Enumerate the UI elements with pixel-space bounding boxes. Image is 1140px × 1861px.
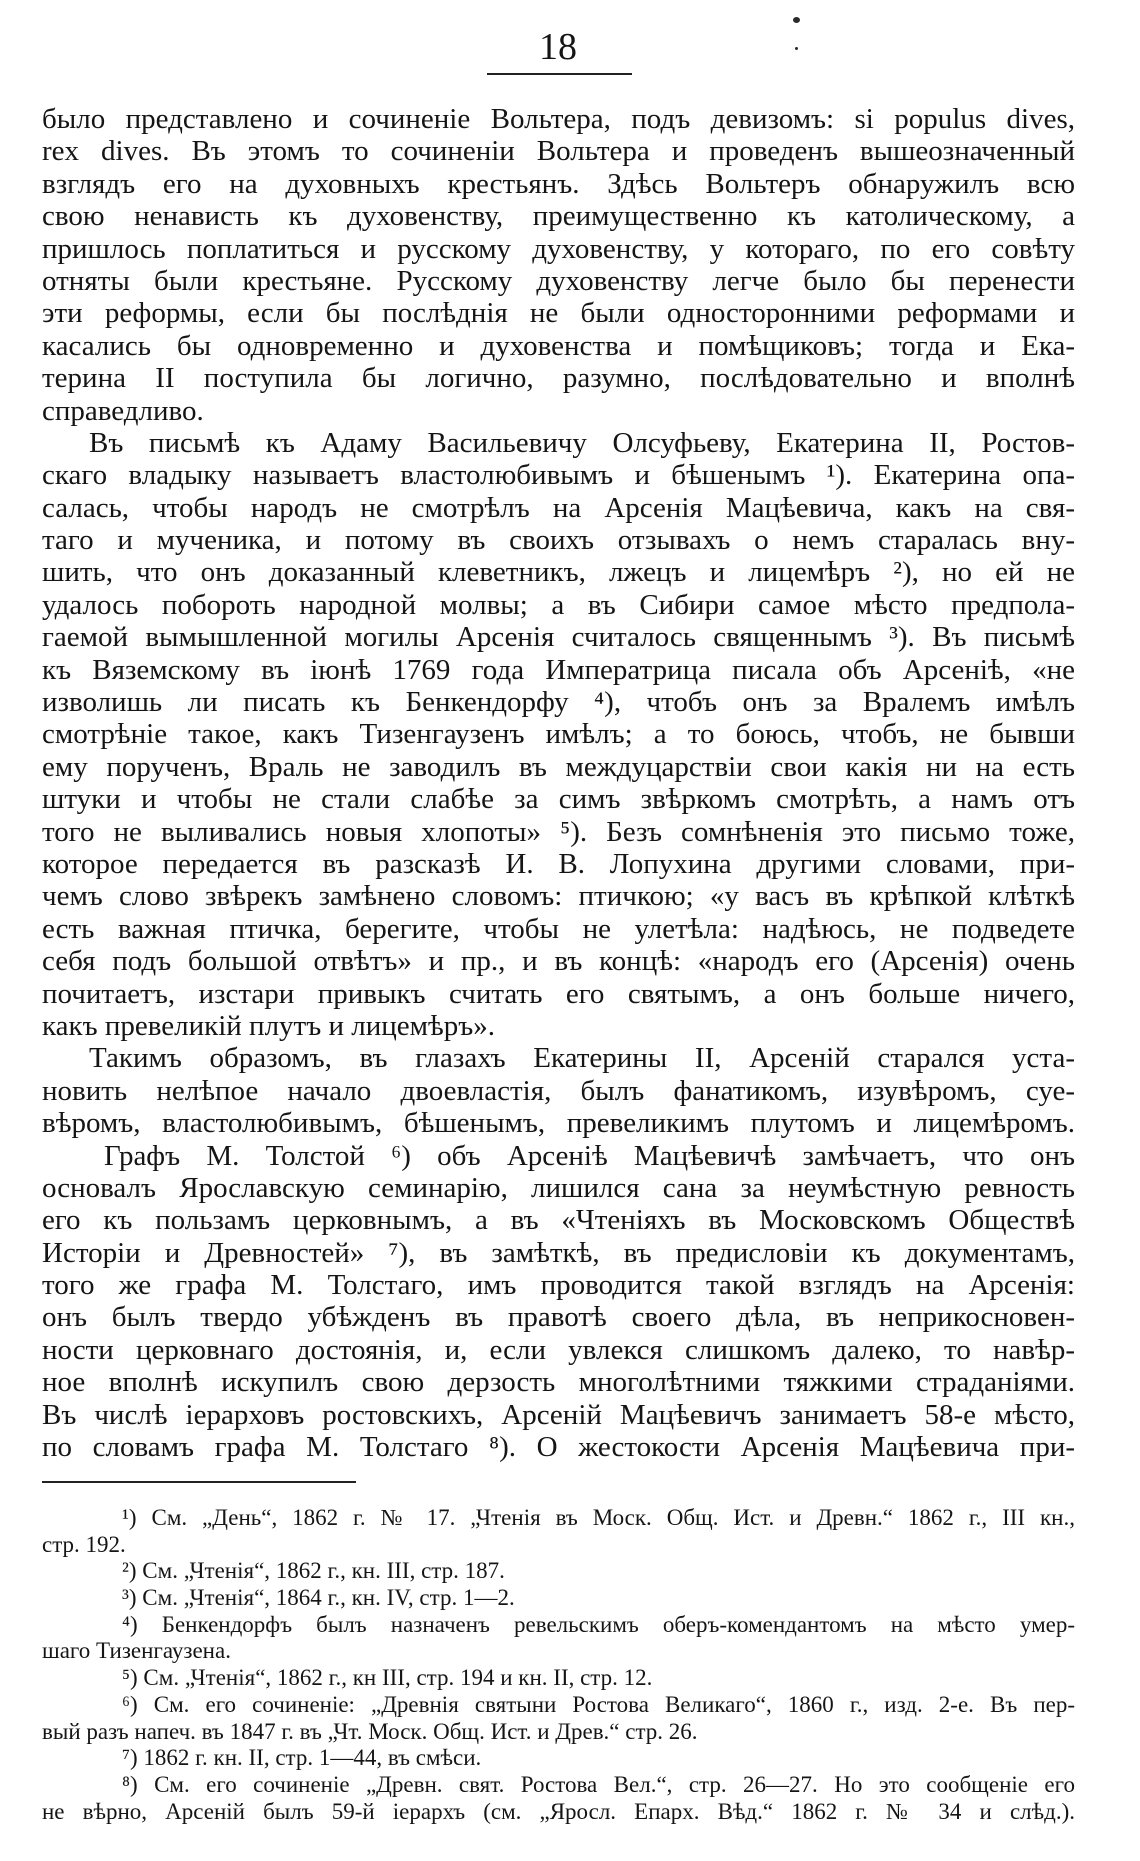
footnote-line: ³) См. „Чтенія“, 1864 г., кн. IV, стр. 1—2.	[122, 1585, 515, 1611]
footnote-line: ⁸) См. его сочиненіе „Древн. свят. Ростова Вел.“, стр. 26—27. Но это сообщеніе его	[122, 1771, 1075, 1797]
text-line: по словамъ графа М. Толстаго ⁸). О жестокости Арсенія Мацѣевича при-	[42, 1431, 1075, 1464]
text-line: rex dives. Въ этомъ то сочиненіи Вольтера и проведенъ вышеозначенный	[42, 135, 1075, 168]
text-line: основалъ Ярославскую семинарію, лишился сана за неумѣстную ревность	[42, 1171, 1075, 1204]
text-line: справедливо.	[42, 394, 204, 427]
page-number: 18	[539, 26, 577, 68]
text-line: касались бы одновременно и духовенства и помѣщиковъ; тогда и Ека-	[42, 329, 1075, 362]
text-line: эти реформы, если бы послѣднія не были односторонними реформами и	[42, 297, 1075, 330]
text-line: себя подъ большой отвѣтъ» и пр., и въ концѣ: «народъ его (Арсенія) очень	[42, 945, 1075, 978]
text-line: какъ превеликій плутъ и лицемѣръ».	[42, 1009, 495, 1042]
text-line: есть важная птичка, берегите, чтобы не улетѣла: надѣюсь, не подведете	[42, 912, 1075, 945]
paragraph	[42, 1140, 1075, 1464]
footnote	[42, 1558, 1075, 1585]
text-line: его къ пользамъ церковнымъ, а въ «Чтеніяхъ въ Московскомъ Обществѣ	[42, 1204, 1075, 1237]
text-line: взглядъ его на духовныхъ крестьянъ. Здѣсь Вольтеръ обнаружилъ всю	[42, 167, 1075, 200]
footnote-line: ²) См. „Чтенія“, 1862 г., кн. III, стр. 187.	[122, 1558, 505, 1584]
footnote-line: ⁴) Бенкендорфъ былъ назначенъ ревельскимъ оберъ-комендантомъ на мѣсто умер-	[122, 1611, 1075, 1637]
text-line: скаго владыку называетъ властолюбивымъ и бѣшенымъ ¹). Екатерина опа-	[42, 459, 1075, 492]
text-line: Такимъ образомъ, въ глазахъ Екатерины II, Арсеній старался уста-	[89, 1042, 1075, 1075]
page-number-underline	[487, 73, 632, 75]
text-line: гаемой вымышленной могилы Арсенія считалось священнымъ ³). Въ письмѣ	[42, 621, 1075, 654]
ink-speck	[793, 17, 800, 23]
text-line: отняты были крестьяне. Русскому духовенству легче было бы перенести	[42, 264, 1075, 297]
paragraph	[42, 1042, 1075, 1139]
footnote-line: ⁵) См. „Чтенія“, 1862 г., кн III, стр. 194 и кн. II, стр. 12.	[122, 1665, 653, 1691]
text-line: смотрѣніе такое, какъ Тизенгаузенъ имѣлъ; а то боюсь, чтобъ, не бывши	[42, 718, 1075, 751]
text-line: штуки и чтобы не стали слабѣе за симъ звѣркомъ смотрѣть, а намъ отъ	[42, 783, 1075, 816]
paragraph	[42, 103, 1075, 427]
text-line: ности церковнаго достоянія, и, если увлекся слишкомъ далеко, то навѣр-	[42, 1333, 1075, 1366]
footnote-line: ⁷) 1862 г. кн. II, стр. 1—44, въ смѣси.	[122, 1745, 482, 1771]
body-text	[42, 103, 1075, 1463]
text-line: онъ былъ твердо убѣжденъ въ правотѣ своего дѣла, въ неприкосновен-	[42, 1301, 1075, 1334]
text-line: Въ числѣ іерарховъ ростовскихъ, Арсеній Мацѣевичъ занимаетъ 58-е мѣсто,	[42, 1398, 1075, 1431]
text-line: пришлось поплатиться и русскому духовенству, у котораго, по его совѣту	[42, 232, 1075, 265]
text-line: шить, что онъ доказанный клеветникъ, лжецъ и лицемѣръ ²), но ей не	[42, 556, 1075, 589]
text-line: того же графа М. Толстаго, имъ проводится такой взглядъ на Арсенія:	[42, 1269, 1075, 1302]
footnotes	[42, 1505, 1075, 1825]
footnote-line: вый разъ напеч. въ 1847 г. въ „Чт. Моск. Общ. Ист. и Древ.“ стр. 26.	[42, 1718, 698, 1744]
text-line: свою ненависть къ духовенству, преимущественно къ католическому, а	[42, 200, 1075, 233]
text-line: удалось побороть народной молвы; а въ Сибири самое мѣсто предпола-	[42, 588, 1075, 621]
text-line: изволишь ли писать къ Бенкендорфу ⁴), чтобъ онъ за Вралемъ имѣлъ	[42, 686, 1075, 719]
footnote	[42, 1505, 1075, 1558]
footnote	[42, 1745, 1075, 1772]
footnote-line: не вѣрно, Арсеній былъ 59-й іерархъ (см. „Яросл. Епарх. Вѣд.“ 1862 г. № 34 и слѣд.).	[42, 1798, 1075, 1824]
text-line: ему порученъ, Враль не заводилъ въ междуцарствіи свои какія ни на есть	[42, 750, 1075, 783]
text-line: чемъ слово звѣрекъ замѣнено словомъ: птичкою; «у васъ въ крѣпкой клѣткѣ	[42, 880, 1075, 913]
text-line: Въ письмѣ къ Адаму Васильевичу Олсуфьеву, Екатерина II, Ростов-	[89, 426, 1075, 459]
text-line: почитаетъ, изстари привыкъ считать его святымъ, а онъ больше ничего,	[42, 977, 1075, 1010]
text-line: новить нелѣпое начало двоевластія, былъ фанатикомъ, изувѣромъ, суе-	[42, 1074, 1075, 1107]
text-line: того не выливались новыя хлопоты» ⁵). Безъ сомнѣненія это письмо тоже,	[42, 815, 1075, 848]
text-line: которое передается въ разсказѣ И. В. Лопухина другими словами, при-	[42, 847, 1075, 880]
footnote	[42, 1612, 1075, 1665]
text-line: терина II поступила бы логично, разумно, послѣдовательно и вполнѣ	[42, 362, 1075, 395]
text-line: къ Вяземскому въ іюнѣ 1769 года Императрица писала объ Арсеніѣ, «не	[42, 653, 1075, 686]
text-line: салась, чтобы народъ не смотрѣлъ на Арсенія Мацѣевича, какъ на свя-	[42, 491, 1075, 524]
paragraph	[42, 427, 1075, 1042]
footnote-line: шаго Тизенгаузена.	[42, 1638, 231, 1664]
footnote	[42, 1692, 1075, 1745]
footnote-line: ⁶) См. его сочиненіе: „Древнія святыни Ростова Великаго“, 1860 г., изд. 2-е. Въ пер-	[122, 1691, 1075, 1717]
text-line: Исторіи и Древностей» ⁷), въ замѣткѣ, въ предисловіи къ документамъ,	[42, 1236, 1075, 1269]
text-line: вѣромъ, властолюбивымъ, бѣшенымъ, превеликимъ плутомъ и лицемѣромъ.	[42, 1107, 1075, 1140]
footnote-line: ¹) См. „День“, 1862 г. № 17. „Чтенія въ Моск. Общ. Ист. и Древн.“ 1862 г., III кн.,	[122, 1505, 1075, 1530]
text-line: Графъ М. Толстой ⁶) объ Арсеніѣ Мацѣевичѣ замѣчаетъ, что онъ	[104, 1139, 1075, 1172]
text-line: ное вполнѣ искупилъ свою дерзость многолѣтними тяжкими страданіями.	[42, 1366, 1075, 1399]
footnote	[42, 1665, 1075, 1692]
footnote-separator	[42, 1481, 356, 1483]
footnote	[42, 1772, 1075, 1825]
text-line: было представлено и сочиненіе Вольтера, подъ девизомъ: si populus dives,	[42, 103, 1075, 135]
text-line: таго и мученика, и потому въ своихъ отзывахъ о немъ старалась вну-	[42, 524, 1075, 557]
footnote-line: стр. 192.	[42, 1531, 126, 1557]
footnote	[42, 1585, 1075, 1612]
